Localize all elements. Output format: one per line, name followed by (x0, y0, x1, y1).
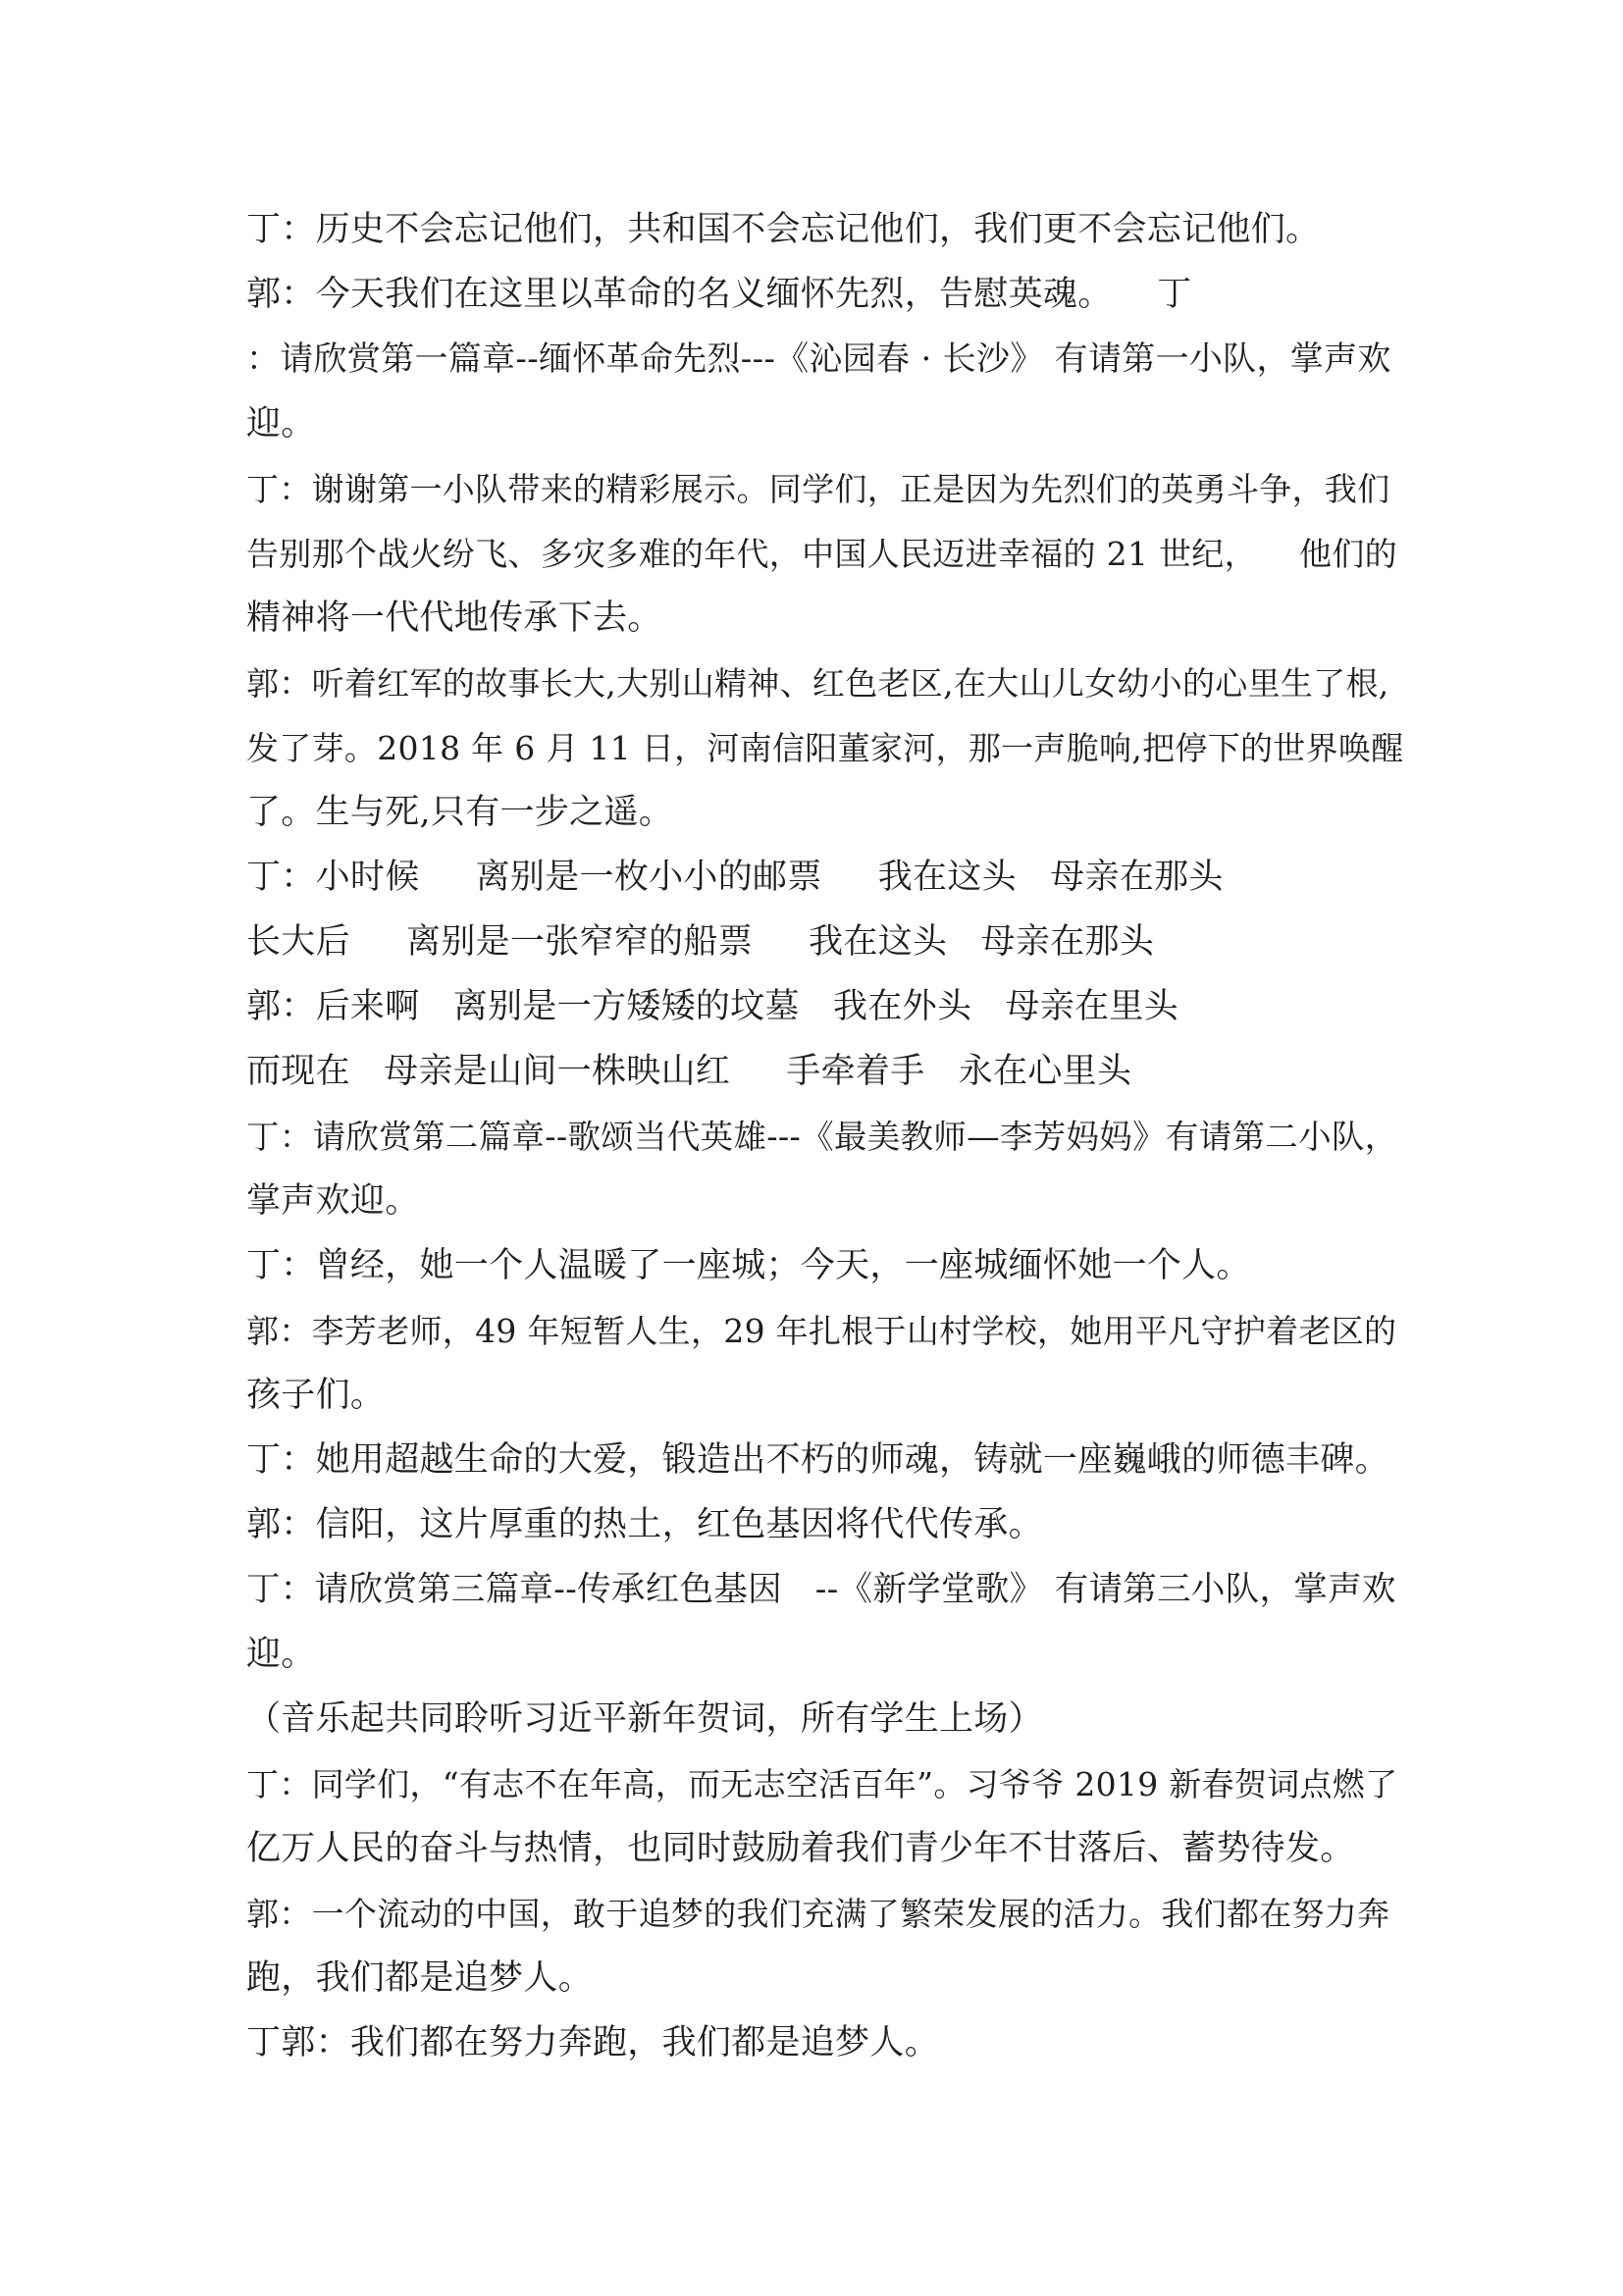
text-line: 丁郭：我们都在努力奔跑，我们都是追梦人。 (246, 2023, 940, 2062)
text-line: 丁：请欣赏第二篇章--歌颂当代英雄---《最美教师—李芳妈妈》有请第二小队， (246, 1118, 1398, 1156)
text-line: 丁：请欣赏第三篇章--传承红色基因 --《新学堂歌》 有请第三小队，掌声欢 (246, 1570, 1396, 1609)
text-line: 而现在 母亲是山间一株映山红 手牵着手 永在心里头 (246, 1052, 1132, 1091)
text-line: 丁：同学们，“有志不在年高，而无志空活百年”。习爷爷 2019 新春贺词点燃了 (246, 1765, 1398, 1803)
text-line: 郭：信阳，这片厚重的热土，红色基因将代代传承。 (246, 1505, 1043, 1544)
text-line: 亿万人民的奋斗与热情，也同时鼓励着我们青少年不甘落后、蓄势待发。 (246, 1829, 1355, 1868)
text-line: 了。生与死,只有一步之遥。 (246, 793, 674, 832)
text-line: 掌声欢迎。 (246, 1181, 420, 1221)
text-line: 郭：今天我们在这里以革命的名义缅怀先烈，告慰英魂。 丁 (246, 275, 1192, 314)
text-line: 发了芽。2018 年 6 月 11 日，河南信阳董家河，那一声脆响,把停下的世界唤醒 (246, 729, 1404, 767)
text-line: 精神将一代代地传承下去。 (246, 599, 662, 638)
text-line: 丁：小时候 离别是一枚小小的邮票 我在这头 母亲在那头 (246, 858, 1224, 897)
text-line: 郭：李芳老师，49 年短暂人生，29 年扎根于山村学校，她用平凡守护着老区的 (246, 1312, 1397, 1350)
text-line: 郭：听着红军的故事长大,大别山精神、红色老区,在大山儿女幼小的心里生了根, (246, 664, 1389, 703)
text-line: 跑，我们都是追梦人。 (246, 1958, 594, 1998)
text-line: ：请欣赏第一篇章--缅怀革命先烈---《沁园春 · 长沙》 有请第一小队，掌声欢 (246, 339, 1391, 379)
text-line: 迎。 (246, 404, 316, 444)
text-line: 长大后 离别是一张窄窄的船票 我在这头 母亲在那头 (246, 922, 1155, 962)
text-line: （音乐起共同聆听习近平新年贺词，所有学生上场） (246, 1699, 1043, 1739)
text-line: 孩子们。 (246, 1376, 386, 1415)
text-line: 丁：谢谢第一小队带来的精彩展示。同学们，正是因为先烈们的英勇斗争，我们 (246, 470, 1390, 508)
text-line: 丁：她用超越生命的大爱，锻造出不朽的师魂，铸就一座巍峨的师德丰碑。 (246, 1440, 1389, 1480)
text-line: 告别那个战火纷飞、多灾多难的年代，中国人民迈进幸福的 21 世纪， 他们的 (246, 535, 1397, 573)
text-line: 郭：一个流动的中国，敢于追梦的我们充满了繁荣发展的活力。我们都在努力奔 (246, 1895, 1390, 1933)
text-line: 丁：曾经，她一个人温暖了一座城；今天，一座城缅怀她一个人。 (246, 1246, 1251, 1285)
text-line: 丁：历史不会忘记他们，共和国不会忘记他们，我们更不会忘记他们。 (246, 210, 1321, 249)
text-line: 郭：后来啊 离别是一方矮矮的坟墓 我在外头 母亲在里头 (246, 987, 1179, 1026)
text-line: 迎。 (246, 1635, 316, 1674)
